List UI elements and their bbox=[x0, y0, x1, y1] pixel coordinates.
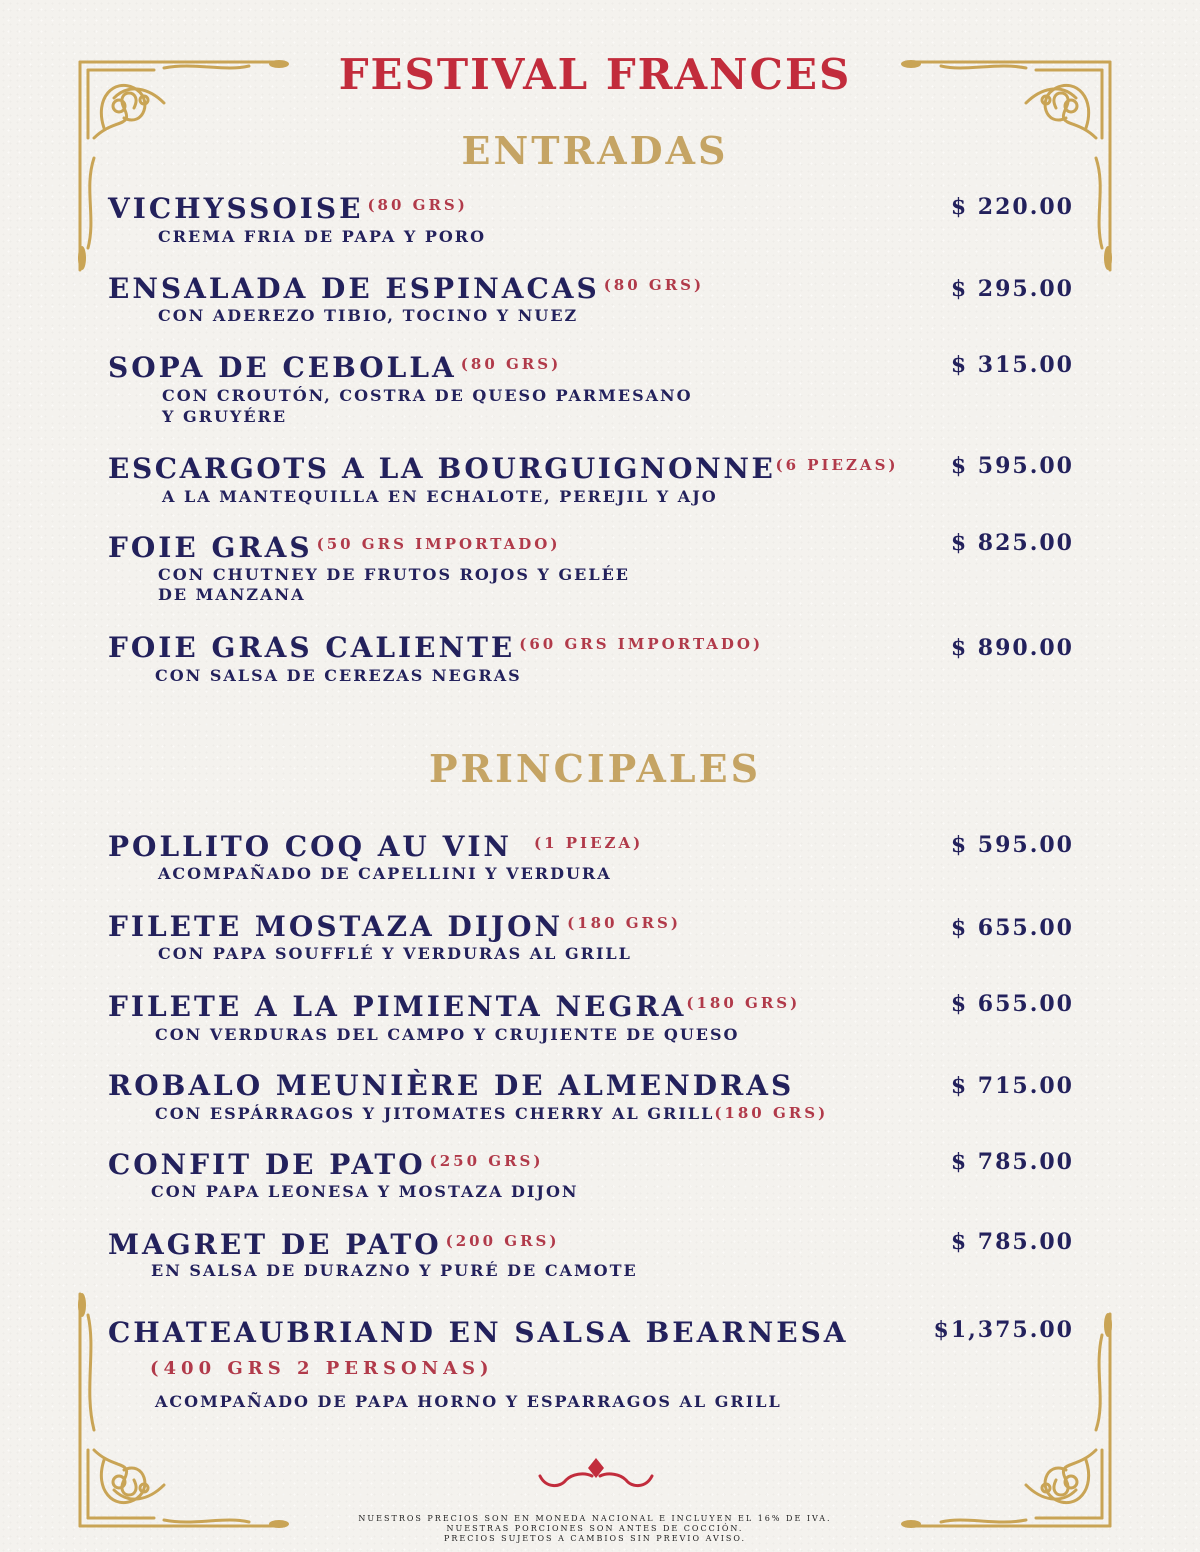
dish-name: SOPA DE CEBOLLA $^{(80 GRS)}$ bbox=[108, 351, 562, 384]
dish-portion: (400 GRS 2 PERSONAS) bbox=[150, 1358, 494, 1379]
dish-price: $ 785.00 bbox=[950, 1229, 1074, 1255]
dish-description: DE MANZANA bbox=[158, 585, 306, 604]
dish-portion: (60 GRS IMPORTADO) bbox=[519, 635, 764, 653]
dish-name: ENSALADA DE ESPINACAS $^{(80 GRS)}$ bbox=[108, 272, 705, 305]
dish-description: A LA MANTEQUILLA EN ECHALOTE, PEREJIL Y AJO bbox=[162, 487, 718, 506]
footer-line: NUESTRAS PORCIONES SON ANTES DE COCCIÓN. bbox=[446, 1524, 744, 1533]
dish-description: CON CROUTÓN, COSTRA DE QUESO PARMESANO bbox=[162, 386, 693, 405]
dish-name: CONFIT DE PATO $^{(250 GRS)}$ bbox=[108, 1148, 544, 1181]
dish-description: CON ESPÁRRAGOS Y JITOMATES CHERRY AL GRILL(180 GRS) bbox=[155, 1104, 829, 1123]
dish-description: CON ADEREZO TIBIO, TOCINO Y NUEZ bbox=[158, 306, 579, 325]
dish-price: $ 825.00 bbox=[950, 530, 1074, 556]
dish-portion: (180 GRS) bbox=[567, 914, 681, 932]
dish-price: $ 785.00 bbox=[950, 1149, 1074, 1175]
dish-portion: (180 GRS) bbox=[686, 994, 801, 1012]
dish-description: CON SALSA DE CEREZAS NEGRAS bbox=[155, 666, 522, 685]
dish-description: ACOMPAÑADO DE PAPA HORNO Y ESPARRAGOS AL GRILL bbox=[155, 1392, 782, 1411]
dish-price: $ 655.00 bbox=[950, 915, 1074, 941]
section-heading-entradas: ENTRADAS bbox=[461, 128, 729, 173]
dish-description: ACOMPAÑADO DE CAPELLINI Y VERDURA bbox=[158, 864, 612, 883]
dish-description: CREMA FRIA DE PAPA Y PORO bbox=[158, 227, 487, 246]
dish-name: FOIE GRAS $^{(50 GRS IMPORTADO)}$ bbox=[108, 531, 561, 564]
dish-name: CHATEAUBRIAND EN SALSA BEARNESA bbox=[108, 1316, 849, 1349]
dish-portion: (80 GRS) bbox=[367, 196, 468, 214]
dish-name: FOIE GRAS CALIENTE $^{(60 GRS IMPORTADO)}$ bbox=[108, 631, 764, 664]
dish-price: $ 890.00 bbox=[950, 635, 1074, 661]
dish-portion: (180 GRS) bbox=[714, 1104, 829, 1122]
dish-price: $ 655.00 bbox=[950, 991, 1074, 1017]
dish-portion: (6 PIEZAS) bbox=[775, 456, 899, 474]
dish-portion: (80 GRS) bbox=[603, 276, 705, 294]
dish-portion: (250 GRS) bbox=[429, 1152, 544, 1170]
dish-price: $ 715.00 bbox=[950, 1073, 1074, 1099]
dish-description: CON VERDURAS DEL CAMPO Y CRUJIENTE DE QUESO bbox=[155, 1025, 740, 1044]
dish-name: VICHYSSOISE $^{(80 GRS)}$ bbox=[108, 192, 468, 225]
dish-description: EN SALSA DE DURAZNO Y PURÉ DE CAMOTE bbox=[151, 1261, 638, 1280]
section-heading-principales: PRINCIPALES bbox=[428, 746, 762, 791]
dish-price: $1,375.00 bbox=[933, 1317, 1074, 1343]
dish-name: ROBALO MEUNIÈRE DE ALMENDRAS bbox=[108, 1069, 795, 1102]
dish-name: MAGRET DE PATO $^{(200 GRS)}$ bbox=[108, 1228, 560, 1261]
dish-description: CON PAPA SOUFFLÉ Y VERDURAS AL GRILL bbox=[158, 944, 632, 963]
dish-portion: (200 GRS) bbox=[445, 1232, 560, 1250]
dish-description: CON CHUTNEY DE FRUTOS ROJOS Y GELÉE bbox=[158, 565, 630, 584]
dish-portion: (80 GRS) bbox=[460, 355, 562, 373]
footer-line: PRECIOS SUJETOS A CAMBIOS SIN PREVIO AVISO. bbox=[443, 1534, 746, 1543]
corner-ornament-bottom-right bbox=[896, 1310, 1116, 1530]
dish-price: $ 295.00 bbox=[950, 276, 1074, 302]
dish-price: $ 220.00 bbox=[950, 194, 1074, 220]
dish-price: $ 595.00 bbox=[950, 832, 1074, 858]
red-flourish-ornament bbox=[536, 1454, 656, 1494]
dish-price: $ 315.00 bbox=[950, 352, 1074, 378]
footer-notes bbox=[0, 1514, 1190, 1544]
dish-name: FILETE MOSTAZA DIJON $^{(180 GRS)}$ bbox=[108, 910, 681, 943]
menu-title: FESTIVAL FRANCES bbox=[338, 50, 852, 99]
dish-description: Y GRUYÉRE bbox=[162, 407, 288, 426]
dish-name: POLLITO COQ AU VIN $^{(1 PIEZA)}$ bbox=[108, 830, 644, 863]
dish-price: $ 595.00 bbox=[950, 453, 1074, 479]
footer-line: NUESTROS PRECIOS SON EN MONEDA NACIONAL E INCLUYEN EL 16% DE IVA. bbox=[358, 1514, 832, 1523]
dish-portion: (1 PIEZA) bbox=[534, 834, 644, 852]
dish-portion: (50 GRS IMPORTADO) bbox=[316, 535, 561, 553]
dish-description: CON PAPA LEONESA Y MOSTAZA DIJON bbox=[151, 1182, 579, 1201]
dish-name: ESCARGOTS A LA $BOURGUIGNONNE^{(6 PIEZAS)}$ bbox=[108, 452, 899, 485]
dish-name: FILETE A LA PIMIENTA $NEGRA^{(180 GRS)}$ bbox=[108, 990, 801, 1023]
